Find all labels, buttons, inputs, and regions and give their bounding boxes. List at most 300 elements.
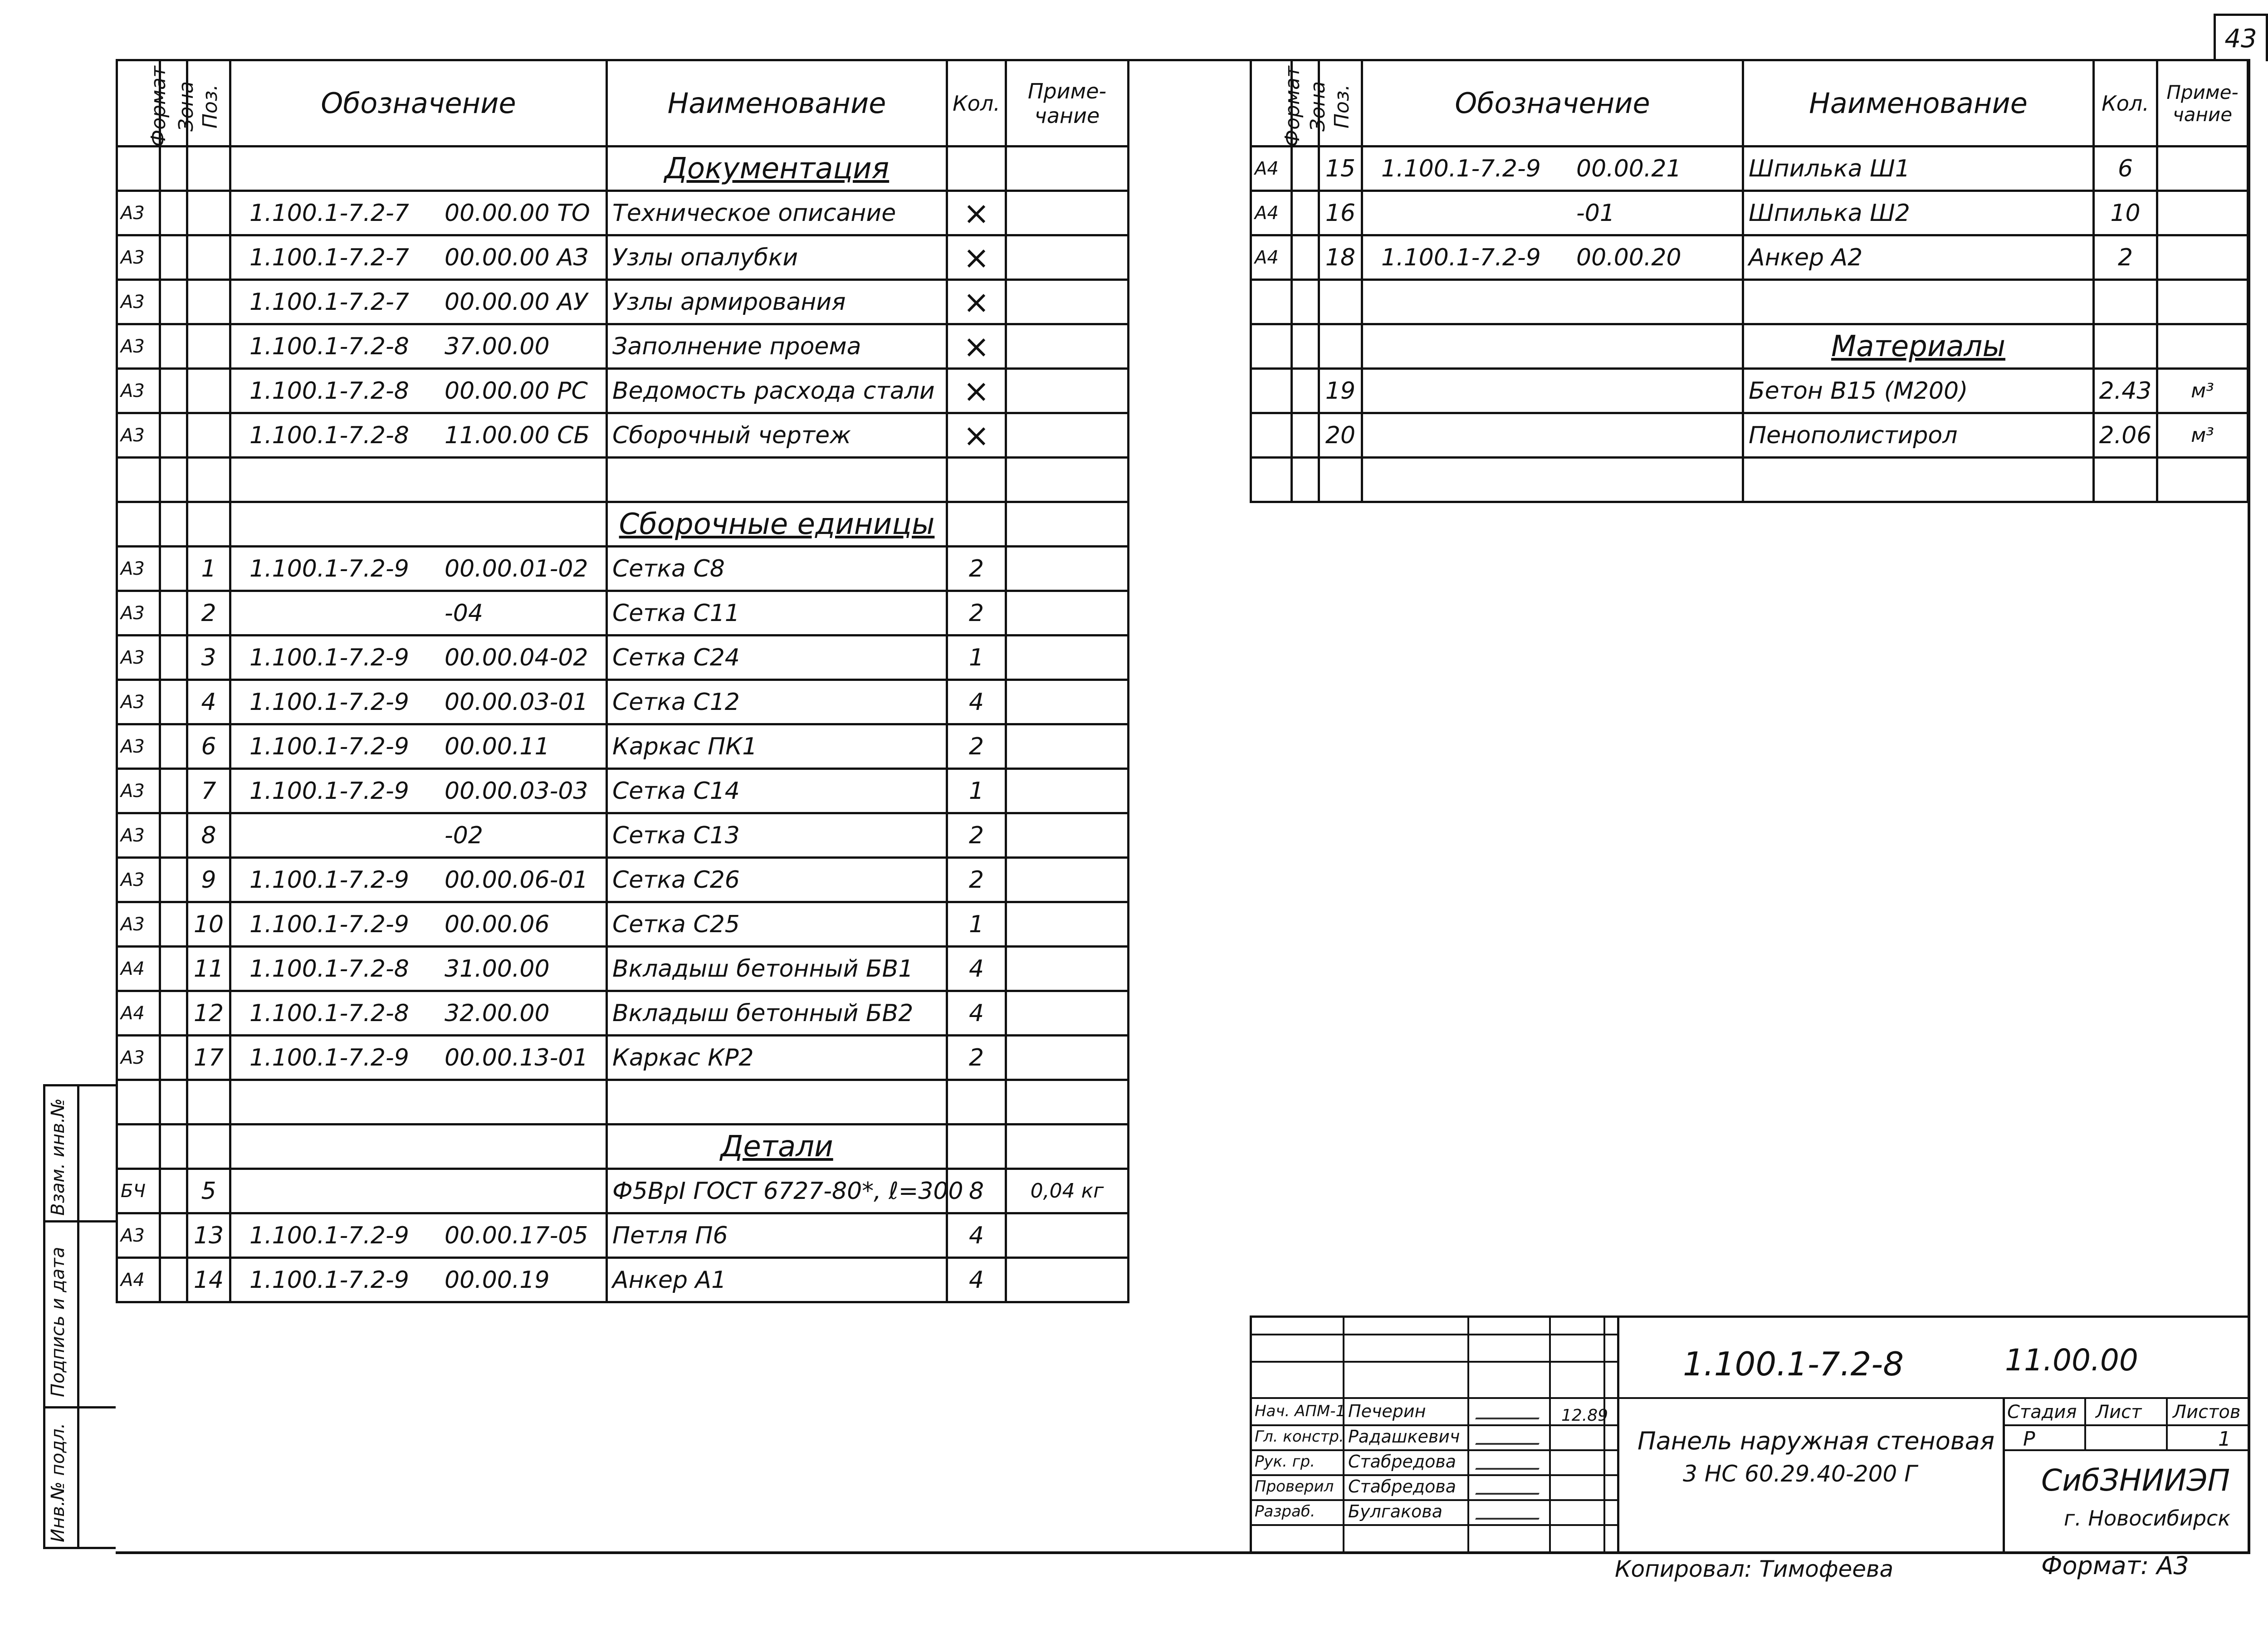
cell-pos: 5 [187, 1169, 230, 1213]
designation-suffix: 00.00.17-05 [445, 1222, 588, 1249]
cell-name: Шпилька Ш2 [1743, 191, 2094, 235]
header-note: Приме-чание [2157, 60, 2248, 147]
cell-pos: 19 [1319, 369, 1362, 413]
cell-note [1006, 413, 1129, 458]
designation-suffix: 37.00.00 [445, 333, 550, 360]
cell-note: 0,04 кг [1006, 1169, 1129, 1213]
cell-name: Петля П6 [607, 1213, 947, 1258]
cell-name: Шпилька Ш1 [1743, 147, 2094, 191]
cell-designation [230, 191, 607, 235]
cell-designation [230, 947, 607, 991]
header-row [1251, 60, 2248, 147]
spec-row [1251, 191, 2248, 235]
cell-zone [160, 369, 187, 413]
designation-suffix: 11.00.00 СБ [445, 421, 590, 449]
spec-row [117, 547, 1129, 591]
spec-row [117, 947, 1129, 991]
designation-base: 1.100.1-7.2-8 [249, 333, 409, 360]
cell-note [2157, 235, 2248, 280]
cell-qty: 4 [947, 680, 1006, 724]
header-note: Приме-чание [1006, 60, 1129, 147]
spec-row [1251, 369, 2248, 413]
page-number: 43 [2214, 14, 2268, 61]
designation-base: 1.100.1-7.2-9 [1381, 244, 1541, 271]
signature [1475, 1429, 1546, 1445]
cell-empty [187, 147, 230, 191]
cell-empty [2157, 280, 2248, 324]
cell-pos [187, 324, 230, 369]
designation-suffix: 00.00.11 [445, 733, 550, 760]
header-zone: Зона [160, 60, 187, 147]
cell-empty [1006, 1080, 1129, 1125]
cell-qty: 4 [947, 947, 1006, 991]
designation-suffix: 00.00.01-02 [445, 555, 588, 582]
spec-row [117, 1213, 1129, 1258]
cell-zone [160, 724, 187, 769]
cell-note [1006, 858, 1129, 902]
cell-designation [230, 235, 607, 280]
designation-suffix: 00.00.00 РС [445, 377, 588, 405]
header-pos: Поз. [187, 60, 230, 147]
cell-zone [160, 813, 187, 858]
designation-base: 1.100.1-7.2-9 [249, 733, 409, 760]
cell-designation [230, 1036, 607, 1080]
designation-suffix: 31.00.00 [445, 955, 550, 983]
designation-suffix: 00.00.06-01 [445, 866, 588, 894]
cell-zone [160, 413, 187, 458]
cell-qty: 2.43 [2094, 369, 2157, 413]
cell-qty: × [947, 413, 1006, 458]
cell-pos [187, 191, 230, 235]
cell-zone [160, 547, 187, 591]
spec-row [117, 280, 1129, 324]
cell-format [1251, 369, 1292, 413]
cell-empty [2157, 458, 2248, 502]
sheets-label: Листов [2173, 1402, 2241, 1423]
header-qty: Кол. [2094, 60, 2157, 147]
cell-zone [160, 769, 187, 813]
cell-designation [230, 413, 607, 458]
cell-name: Анкер А1 [607, 1258, 947, 1302]
cell-zone [160, 902, 187, 947]
cell-empty [117, 458, 160, 502]
cell-zone [1292, 191, 1319, 235]
cell-designation [1362, 413, 1743, 458]
spec-row [117, 858, 1129, 902]
cell-note [2157, 191, 2248, 235]
cell-empty [1292, 458, 1319, 502]
cell-empty [2094, 324, 2157, 369]
cell-name: Сетка С14 [607, 769, 947, 813]
doc-title-line2: 3 НС 60.29.40-200 Г [1683, 1461, 1917, 1487]
cell-designation [230, 902, 607, 947]
cell-empty [947, 1125, 1006, 1169]
spec-row [117, 235, 1129, 280]
cell-format: БЧ [117, 1169, 160, 1213]
cell-qty: 6 [2094, 147, 2157, 191]
cell-format: А4 [1251, 235, 1292, 280]
cell-pos: 16 [1319, 191, 1362, 235]
cell-empty [1292, 324, 1319, 369]
spec-row [117, 1036, 1129, 1080]
section-title-text: Сборочные единицы [619, 507, 935, 541]
cell-pos: 9 [187, 858, 230, 902]
cell-name: Анкер А2 [1743, 235, 2094, 280]
cell-format: А3 [117, 813, 160, 858]
cell-designation [230, 324, 607, 369]
cell-pos: 1 [187, 547, 230, 591]
spec-row [117, 680, 1129, 724]
doc-code: 1.100.1-7.2-8 [1683, 1345, 1904, 1383]
sidebar-sign-date: Подпись и дата [48, 1247, 68, 1397]
cell-name: Техническое описание [607, 191, 947, 235]
cell-empty [230, 502, 607, 547]
designation-suffix: 00.00.06 [445, 910, 550, 938]
cell-designation [230, 991, 607, 1036]
cell-empty [947, 1080, 1006, 1125]
person-role: Гл. констр. [1255, 1428, 1344, 1446]
spec-row [117, 769, 1129, 813]
cell-empty [1006, 147, 1129, 191]
designation-base: 1.100.1-7.2-9 [249, 688, 409, 716]
cell-empty [117, 1080, 160, 1125]
cell-empty [1251, 458, 1292, 502]
cell-name: Каркас КР2 [607, 1036, 947, 1080]
section-row [117, 147, 1129, 191]
header-qty: Кол. [947, 60, 1006, 147]
spec-row [117, 636, 1129, 680]
cell-note [1006, 1213, 1129, 1258]
designation-base: 1.100.1-7.2-8 [249, 955, 409, 983]
cell-name: Сетка С13 [607, 813, 947, 858]
header-format: Формат [1251, 60, 1292, 147]
cell-designation [230, 369, 607, 413]
cell-empty [947, 502, 1006, 547]
cell-designation [230, 1258, 607, 1302]
cell-pos: 14 [187, 1258, 230, 1302]
cell-empty [2157, 324, 2248, 369]
designation-suffix: -01 [1576, 199, 1615, 227]
cell-format: А4 [1251, 191, 1292, 235]
sheet-label: Лист [2096, 1402, 2142, 1423]
cell-note [1006, 1258, 1129, 1302]
approval-sidebar [43, 1084, 116, 1549]
cell-name: Ведомость расхода стали [607, 369, 947, 413]
cell-qty: 2 [2094, 235, 2157, 280]
designation-base: 1.100.1-7.2-9 [249, 644, 409, 671]
designation-base: 1.100.1-7.2-8 [249, 421, 409, 449]
designation-base: 1.100.1-7.2-7 [249, 244, 409, 271]
section-title-text: Материалы [1831, 329, 2005, 363]
designation-suffix: 00.00.00 ТО [445, 199, 590, 227]
cell-zone [160, 235, 187, 280]
cell-note [1006, 369, 1129, 413]
cell-zone [160, 991, 187, 1036]
doc-title-line1: Панель наружная стеновая [1637, 1427, 1995, 1455]
cell-pos [187, 413, 230, 458]
cell-format: А3 [117, 369, 160, 413]
person-name: Печерин [1348, 1401, 1426, 1421]
cell-designation [230, 280, 607, 324]
cell-designation [1362, 369, 1743, 413]
sidebar-replace-inv: Взам. инв.№ [48, 1098, 68, 1216]
cell-zone [160, 636, 187, 680]
designation-suffix: -02 [445, 822, 483, 849]
header-pos: Поз. [1319, 60, 1362, 147]
cell-qty: 4 [947, 1258, 1006, 1302]
designation-suffix: 00.00.04-02 [445, 644, 588, 671]
cell-zone [160, 680, 187, 724]
cell-pos: 20 [1319, 413, 1362, 458]
designation-suffix: 00.00.00 АУ [445, 288, 588, 316]
cell-empty [1319, 458, 1362, 502]
designation-suffix: 00.00.19 [445, 1266, 550, 1294]
designation-base: 1.100.1-7.2-8 [249, 999, 409, 1027]
cell-qty: 1 [947, 902, 1006, 947]
cell-name: Заполнение проема [607, 324, 947, 369]
cell-pos: 11 [187, 947, 230, 991]
cell-format: А3 [117, 547, 160, 591]
copied-by: Копировал: Тимофеева [1615, 1556, 1894, 1582]
cell-format: А3 [117, 1213, 160, 1258]
designation-base: 1.100.1-7.2-7 [249, 199, 409, 227]
cell-name: Сетка С12 [607, 680, 947, 724]
section-title-text: Документация [664, 152, 890, 186]
cell-name: Узлы опалубки [607, 235, 947, 280]
cell-pos: 4 [187, 680, 230, 724]
cell-format: А3 [117, 191, 160, 235]
person-name: Булгакова [1348, 1501, 1442, 1521]
cell-empty [1743, 280, 2094, 324]
cell-qty: × [947, 235, 1006, 280]
cell-empty [1319, 324, 1362, 369]
spec-row [117, 813, 1129, 858]
cell-note [1006, 902, 1129, 947]
cell-pos: 17 [187, 1036, 230, 1080]
stage-value: Р [2023, 1428, 2035, 1451]
cell-qty: 4 [947, 991, 1006, 1036]
cell-name: Пенополистирол [1743, 413, 2094, 458]
cell-designation [230, 636, 607, 680]
designation-suffix: 00.00.00 АЗ [445, 244, 589, 271]
cell-pos: 7 [187, 769, 230, 813]
empty-row [117, 458, 1129, 502]
cell-note: м³ [2157, 413, 2248, 458]
cell-name: Сборочный чертеж [607, 413, 947, 458]
cell-zone [160, 591, 187, 636]
cell-format: А4 [1251, 147, 1292, 191]
cell-qty: 2 [947, 858, 1006, 902]
cell-pos: 2 [187, 591, 230, 636]
cell-designation [230, 1213, 607, 1258]
cell-name: Узлы армирования [607, 280, 947, 324]
cell-empty [2094, 280, 2157, 324]
cell-note [1006, 324, 1129, 369]
left-spec-table [116, 59, 1129, 1303]
designation-base: 1.100.1-7.2-9 [249, 866, 409, 894]
cell-note [1006, 947, 1129, 991]
person-role: Разраб. [1255, 1502, 1315, 1521]
cell-format: А3 [117, 235, 160, 280]
cell-name: Каркас ПК1 [607, 724, 947, 769]
cell-note [1006, 769, 1129, 813]
cell-empty [117, 502, 160, 547]
stage-label: Стадия [2007, 1402, 2077, 1423]
cell-format: А3 [117, 1036, 160, 1080]
cell-zone [160, 191, 187, 235]
cell-designation [230, 547, 607, 591]
spec-row [117, 902, 1129, 947]
header-row [117, 60, 1129, 147]
designation-suffix: 00.00.13-01 [445, 1044, 588, 1071]
cell-empty [160, 502, 187, 547]
cell-note [1006, 991, 1129, 1036]
cell-note [1006, 280, 1129, 324]
cell-empty [1362, 280, 1743, 324]
designation-suffix: 00.00.21 [1576, 155, 1681, 182]
signature [1475, 1479, 1546, 1495]
cell-note: м³ [2157, 369, 2248, 413]
cell-note [1006, 235, 1129, 280]
cell-empty [117, 147, 160, 191]
cell-empty [1362, 458, 1743, 502]
person-role: Нач. АПМ-1 [1255, 1402, 1346, 1420]
spec-row [1251, 147, 2248, 191]
cell-format: А4 [117, 991, 160, 1036]
cell-qty: 4 [947, 1213, 1006, 1258]
person-name: Стабредова [1348, 1477, 1457, 1496]
cell-pos [187, 235, 230, 280]
section-row [117, 502, 1129, 547]
cell-format: А3 [117, 680, 160, 724]
cell-qty: 2 [947, 1036, 1006, 1080]
cell-pos [187, 280, 230, 324]
cell-empty [187, 458, 230, 502]
header-zone: Зона [1292, 60, 1319, 147]
designation-base: 1.100.1-7.2-9 [249, 1044, 409, 1071]
section-title-text: Детали [720, 1130, 833, 1164]
cell-name: Сетка С11 [607, 591, 947, 636]
cell-empty [117, 1125, 160, 1169]
cell-qty: 10 [2094, 191, 2157, 235]
cell-designation [230, 1169, 607, 1213]
cell-name: Бетон В15 (М200) [1743, 369, 2094, 413]
cell-zone [1292, 147, 1319, 191]
cell-format: А3 [117, 724, 160, 769]
designation-base: 1.100.1-7.2-9 [249, 555, 409, 582]
cell-empty [1251, 280, 1292, 324]
cell-pos: 15 [1319, 147, 1362, 191]
cell-zone [160, 1213, 187, 1258]
cell-empty [230, 1125, 607, 1169]
header-name: Наименование [1743, 60, 2094, 147]
cell-note [1006, 1036, 1129, 1080]
spec-row [117, 369, 1129, 413]
designation-suffix: 32.00.00 [445, 999, 550, 1027]
cell-format: А3 [117, 636, 160, 680]
cell-name: Сетка С26 [607, 858, 947, 902]
cell-empty [160, 147, 187, 191]
cell-designation [230, 724, 607, 769]
cell-name: Вкладыш бетонный БВ2 [607, 991, 947, 1036]
cell-empty [230, 458, 607, 502]
cell-format: А4 [117, 947, 160, 991]
cell-format: А3 [117, 769, 160, 813]
empty-row [1251, 280, 2248, 324]
cell-empty [1292, 280, 1319, 324]
cell-empty [947, 147, 1006, 191]
cell-format: А3 [117, 902, 160, 947]
cell-designation [230, 769, 607, 813]
designation-base: 1.100.1-7.2-9 [249, 777, 409, 805]
cell-note [1006, 724, 1129, 769]
cell-designation [230, 813, 607, 858]
cell-empty [160, 1080, 187, 1125]
spec-row [1251, 413, 2248, 458]
section-title [607, 147, 947, 191]
cell-empty [947, 458, 1006, 502]
header-format: Формат [117, 60, 160, 147]
cell-qty: 2 [947, 813, 1006, 858]
designation-base: 1.100.1-7.2-9 [249, 910, 409, 938]
section-title [607, 502, 947, 547]
signature [1475, 1454, 1546, 1470]
cell-empty [160, 458, 187, 502]
cell-pos: 12 [187, 991, 230, 1036]
cell-empty [1362, 324, 1743, 369]
cell-designation [230, 858, 607, 902]
cell-format [1251, 413, 1292, 458]
designation-suffix: 00.00.03-03 [445, 777, 588, 805]
header-designation: Обозначение [1362, 60, 1743, 147]
spec-row [1251, 235, 2248, 280]
empty-row [1251, 458, 2248, 502]
cell-empty [607, 458, 947, 502]
spec-row [117, 324, 1129, 369]
spec-row [117, 1258, 1129, 1302]
cell-qty: 2 [947, 547, 1006, 591]
designation-base: 1.100.1-7.2-9 [249, 1266, 409, 1294]
cell-empty [1006, 458, 1129, 502]
person-role: Рук. гр. [1255, 1452, 1315, 1471]
cell-name: Сетка С24 [607, 636, 947, 680]
title-block [1250, 1315, 2249, 1551]
cell-format: А3 [117, 591, 160, 636]
cell-note [1006, 680, 1129, 724]
cell-qty: 2 [947, 724, 1006, 769]
cell-qty: × [947, 369, 1006, 413]
cell-zone [160, 1169, 187, 1213]
spec-row [117, 413, 1129, 458]
cell-note [2157, 147, 2248, 191]
cell-name: Сетка С8 [607, 547, 947, 591]
spec-row [117, 724, 1129, 769]
header-designation: Обозначение [230, 60, 607, 147]
spec-row [117, 1169, 1129, 1213]
cell-pos: 6 [187, 724, 230, 769]
spec-row [117, 191, 1129, 235]
cell-empty [187, 1125, 230, 1169]
cell-note [1006, 191, 1129, 235]
header-name: Наименование [607, 60, 947, 147]
cell-empty [1743, 458, 2094, 502]
designation-base: 1.100.1-7.2-7 [249, 288, 409, 316]
cell-zone [160, 858, 187, 902]
cell-empty [230, 1080, 607, 1125]
org-city: г. Новосибирск [2064, 1506, 2231, 1531]
cell-note [1006, 547, 1129, 591]
cell-name: Сетка С25 [607, 902, 947, 947]
